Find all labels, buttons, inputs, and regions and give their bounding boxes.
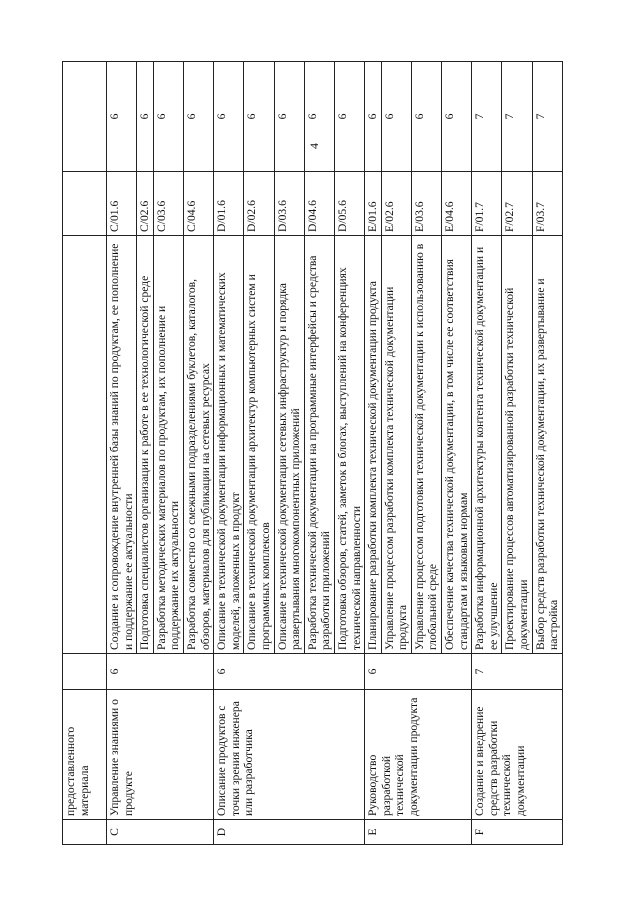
- function-level-cell: 6: [153, 62, 183, 172]
- header-name-cell: предоставленного материала: [63, 690, 107, 820]
- function-title-cell: Обеспечение качества технической документации, в том числе ее соответствия стандартам и языковым нормам: [442, 236, 472, 654]
- function-code-cell: C/01.6: [107, 172, 137, 236]
- function-code-cell: D/05.6: [334, 172, 364, 236]
- function-code-cell: C/04.6: [183, 172, 213, 236]
- header-level-cell: [63, 654, 107, 690]
- function-title-cell: Управление процессом разработки комплекта технической документации продукта: [381, 236, 411, 654]
- function-level-cell: 6: [411, 62, 441, 172]
- function-code-cell: C/02.6: [137, 172, 154, 236]
- function-title-cell: Разработка совместно со смежными подразделениями буклетов, каталогов, обзоров, материалов для публикации на сетевых ресурсах: [183, 236, 213, 654]
- header-code-cell: [63, 820, 107, 845]
- function-level-cell: 6: [244, 62, 274, 172]
- function-code-cell: F/01.7: [472, 172, 502, 236]
- function-code-cell: F/03.7: [532, 172, 562, 236]
- function-title-cell: Описание в технической документации информационных и математических моделей, заложенных в продукт: [214, 236, 244, 654]
- header-flevel-cell: [63, 62, 107, 172]
- labor-functions-table: [62, 61, 563, 845]
- function-level-cell: 6: [137, 62, 154, 172]
- function-level-cell: 7: [532, 62, 562, 172]
- function-level-cell: 6: [107, 62, 137, 172]
- group-name-cell: Руководство разработкой технической документации продукта: [365, 690, 472, 820]
- function-code-cell: D/01.6: [214, 172, 244, 236]
- group-code-cell: C: [107, 820, 214, 845]
- function-title-cell: Описание в технической документации архитектур компьютерных систем и программных комплексов: [244, 236, 274, 654]
- function-level-cell: 7: [502, 62, 532, 172]
- function-title-cell: Планирование разработки комплекта технической документации продукта: [365, 236, 382, 654]
- page-number-text: 4: [307, 143, 321, 149]
- group-code-cell: E: [365, 820, 472, 845]
- function-level-cell: 6: [442, 62, 472, 172]
- group-level-cell: 7: [472, 654, 563, 690]
- function-code-cell: C/03.6: [153, 172, 183, 236]
- group-code-cell: F: [472, 820, 563, 845]
- function-code-cell: D/03.6: [274, 172, 304, 236]
- function-level-cell: 6: [183, 62, 213, 172]
- function-code-cell: D/02.6: [244, 172, 274, 236]
- function-level-cell: 6: [381, 62, 411, 172]
- function-title-cell: Создание и сопровождение внутренней базы знаний по продуктам, ее пополнение и поддержание ее актуальности: [107, 236, 137, 654]
- group-code-cell: D: [214, 820, 365, 845]
- function-code-cell: E/02.6: [381, 172, 411, 236]
- function-level-cell: 6: [365, 62, 382, 172]
- function-code-cell: D/04.6: [304, 172, 334, 236]
- group-level-cell: 6: [214, 654, 365, 690]
- function-level-cell: 7: [472, 62, 502, 172]
- function-level-cell: 6: [274, 62, 304, 172]
- rotated-page: [62, 62, 561, 845]
- function-title-cell: Разработка информационной архитектуры контента технической документации и ее улучшение: [472, 236, 502, 654]
- group-level-cell: 6: [107, 654, 214, 690]
- function-title-cell: Подготовка специалистов организации к работе в ее технологической среде: [137, 236, 154, 654]
- function-title-cell: Подготовка обзоров, статей, заметок в блогах, выступлений на конференциях технической направленности: [334, 236, 364, 654]
- table-row: [107, 62, 137, 845]
- function-level-cell: 6: [214, 62, 244, 172]
- group-name-cell: Управление знаниями о продукте: [107, 690, 214, 820]
- header-row: [63, 62, 107, 845]
- function-code-cell: E/01.6: [365, 172, 382, 236]
- function-code-cell: E/04.6: [442, 172, 472, 236]
- function-title-cell: Управление процессом подготовки технической документации к использованию в глобальной среде: [411, 236, 441, 654]
- function-title-cell: Разработка технической документации на программные интерфейсы и средства разработки приложений: [304, 236, 334, 654]
- table-row: [214, 62, 244, 845]
- header-fcode-cell: [63, 172, 107, 236]
- function-level-cell: 6: [334, 62, 364, 172]
- group-name-cell: Описание продуктов с точки зрения инженера или разработчика: [214, 690, 365, 820]
- header-function-cell: [63, 236, 107, 654]
- rotated-table-frame: [62, 62, 561, 845]
- function-level-cell: 6: [304, 62, 334, 172]
- table-row: [472, 62, 502, 845]
- function-code-cell: E/03.6: [411, 172, 441, 236]
- table-row: [365, 62, 382, 845]
- group-name-cell: Создание и внедрение средств разработки технической документации: [472, 690, 563, 820]
- function-title-cell: Описание в технической документации сетевых инфраструктур и порядка развертывания многокомпонентных приложений: [274, 236, 304, 654]
- function-title-cell: Выбор средств разработки технической документации, их развертывание и настройка: [532, 236, 562, 654]
- group-level-cell: 6: [365, 654, 472, 690]
- function-title-cell: Проектирование процессов автоматизированной разработки технической документации: [502, 236, 532, 654]
- function-code-cell: F/02.7: [502, 172, 532, 236]
- function-title-cell: Разработка методических материалов по продуктам, их пополнение и поддержание их актуальности: [153, 236, 183, 654]
